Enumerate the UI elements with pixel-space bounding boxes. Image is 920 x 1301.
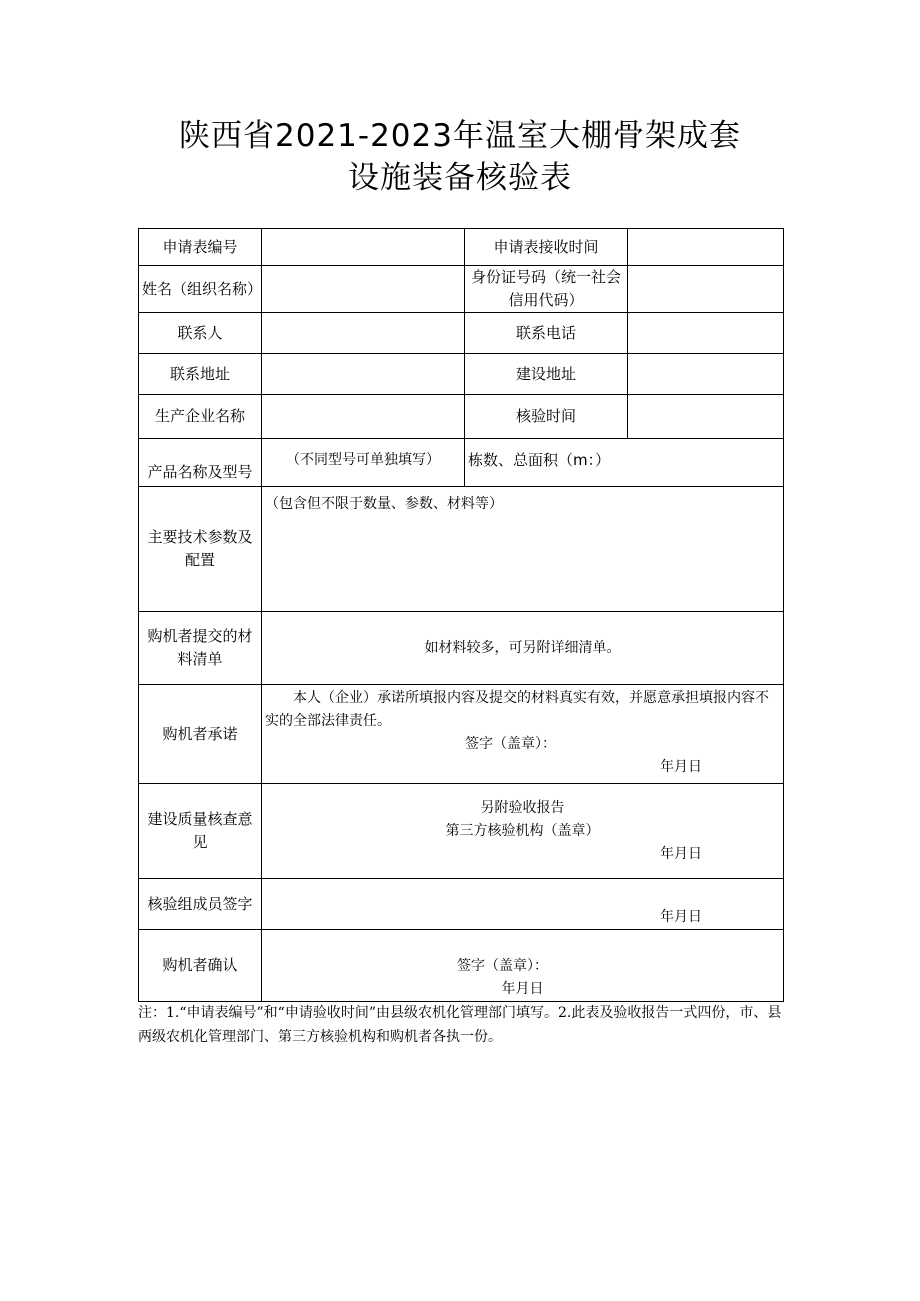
form-row [139,784,784,879]
form-title-line-2: 设施装备核验表 [348,160,572,196]
params-label: 主要技术参数及配置 [139,487,262,612]
members-label: 核验组成员签字 [139,879,262,930]
phone-field[interactable] [628,313,784,354]
id-number-label: 身份证号码（统一社会信用代码） [465,266,628,313]
form-row [139,313,784,354]
form-row [139,266,784,313]
promise-sign: 签字（盖章）： [465,736,556,752]
form-title-line-1: 陕西省2021-2023年温室大棚骨架成套 [179,118,741,154]
materials-hint: 如材料较多，可另附详细清单。 [424,639,621,656]
members-cell[interactable] [262,879,784,930]
application-no-label: 申请表编号 [139,229,262,266]
form-row [139,229,784,266]
build-address-field[interactable] [628,354,784,395]
promise-date: 年月日 [660,759,702,775]
form-row [139,354,784,395]
confirm-sign: 签字（盖章）： [457,958,548,974]
contact-label: 联系人 [139,313,262,354]
product-hint: （不同型号可单独填写） [286,452,440,468]
form-row [139,612,784,685]
form-row [139,395,784,439]
confirm-date: 年月日 [501,981,544,997]
params-field[interactable] [262,487,784,612]
verification-form-table [138,228,784,1002]
receive-time-label: 申请表接收时间 [465,229,628,266]
manufacturer-field[interactable] [262,395,465,439]
verify-time-field[interactable] [628,395,784,439]
build-address-label: 建设地址 [465,354,628,395]
materials-field[interactable] [262,612,784,685]
quality-label: 建设质量核查意见 [139,784,262,879]
name-field[interactable] [262,266,465,313]
address-label: 联系地址 [139,354,262,395]
confirm-label: 购机者确认 [139,930,262,1002]
manufacturer-label: 生产企业名称 [139,395,262,439]
params-hint: （包含但不限于数量、参数、材料等） [265,496,503,512]
quality-line-2: 第三方核验机构（盖章） [445,822,600,839]
form-row [139,487,784,612]
name-label: 姓名（组织名称） [139,266,262,313]
footnote: 注：1.“申请表编号”和“申请验收时间”由县级农机化管理部门填写。2.此表及验收报告一式四份，市、县两级农机化管理部门、第三方核验机构和购机者各执一份。 [138,1005,782,1045]
quality-date: 年月日 [660,845,702,862]
id-number-field[interactable] [628,266,784,313]
quantity-label: 栋数、总面积（m：） [468,451,611,469]
verify-time-label: 核验时间 [465,395,628,439]
members-date: 年月日 [660,909,702,925]
application-no-field[interactable] [262,229,465,266]
receive-time-field[interactable] [628,229,784,266]
product-label: 产品名称及型号 [139,439,262,487]
form-row [139,439,784,487]
promise-cell [262,685,784,784]
quality-cell [262,784,784,879]
form-row [139,685,784,784]
promise-text: 本人（企业）承诺所填报内容及提交的材料真实有效，并愿意承担填报内容不实的全部法律责任。 [265,690,769,729]
contact-field[interactable] [262,313,465,354]
form-row [139,879,784,930]
confirm-cell[interactable] [262,930,784,1002]
materials-label: 购机者提交的材料清单 [139,612,262,685]
quality-line-1: 另附验收报告 [480,799,565,816]
address-field[interactable] [262,354,465,395]
phone-label: 联系电话 [465,313,628,354]
form-row [139,930,784,1002]
quantity-field[interactable] [465,439,784,487]
product-field[interactable] [262,439,465,487]
promise-label: 购机者承诺 [139,685,262,784]
